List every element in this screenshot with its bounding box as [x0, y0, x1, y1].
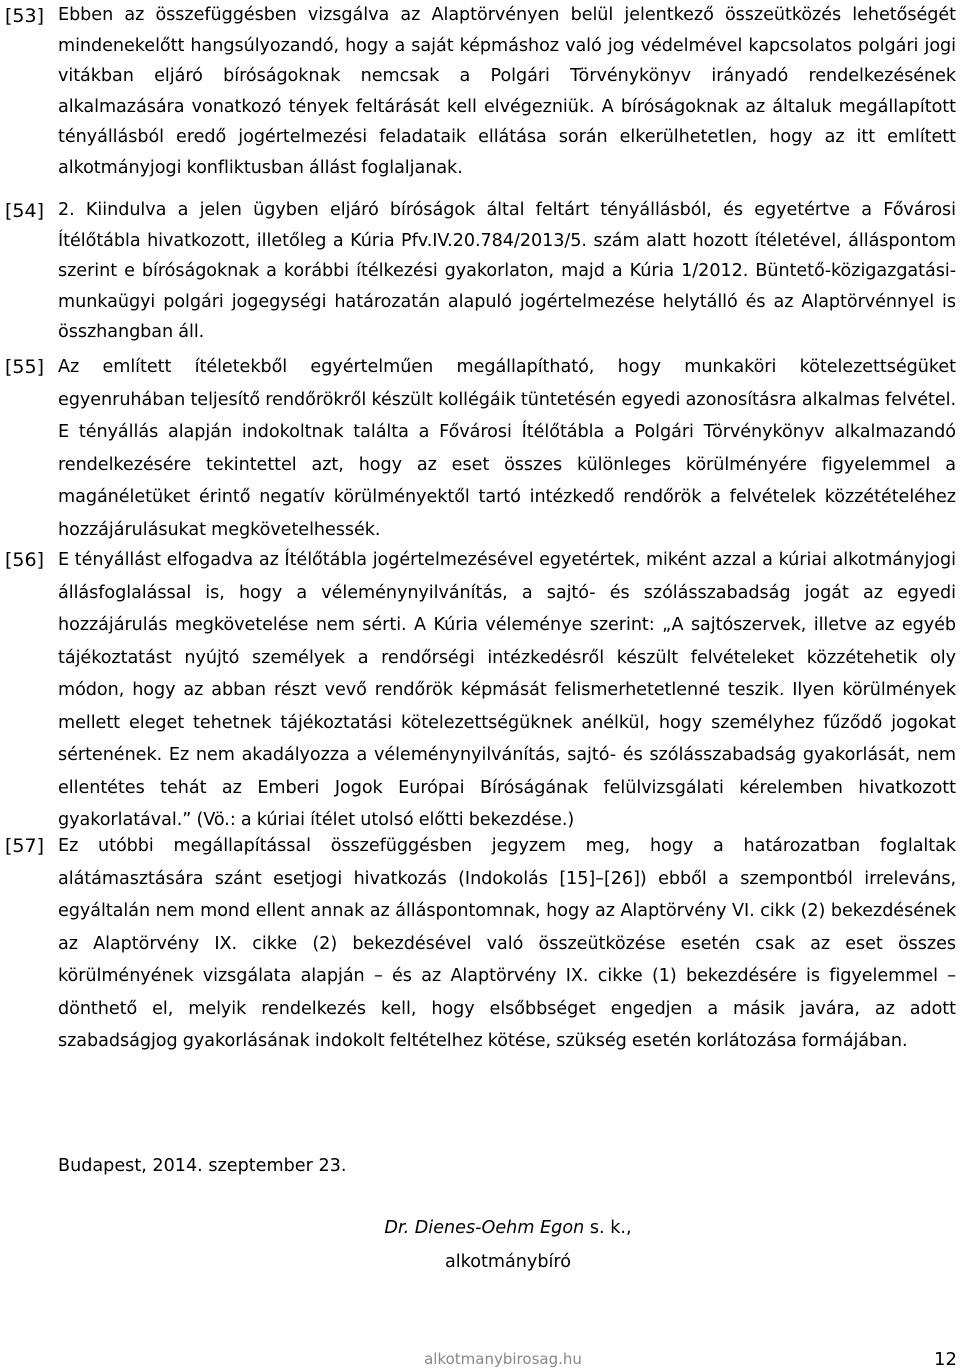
paragraph-number: [56]: [5, 549, 45, 571]
signer-suffix: s. k.,: [584, 1218, 632, 1238]
paragraph-number: [55]: [5, 356, 45, 378]
signer-title: alkotmánybíró: [444, 1252, 572, 1272]
paragraph-text: E tényállást elfogadva az Ítélőtábla jogértelmezésével egyetértek, miként azzal a kúriai alkotmányjogi állásfoglalással is, hogy a véleménynyilvánítás, a sajtó- és szólásszabadság jogát az egyedi hozzájárulás megkövetelése nem sérti. A Kúria véleménye szerint: „A sajtószervek, illetve az egyéb tájékoztatást nyújtó személyek a rendőrségi intézkedésről készült felvételeket közzétehetik oly módon, hogy az abban részt vevő rendőrök képmását felismerhetetlenné teszik. Ilyen körülmények mellett eleget tehetnek tájékoztatási kötelezettségüknek anélkül, hogy személyhez fűződő jogokat sértenének. Ez nem akadályozza a véleménynyilvánítás, sajtó- és szólásszabadság gyakorlását, nem ellentétes tehát az Emberi Jogok Európai Bíróságának felülvizsgálati kérelemben hivatkozott gyakorlatával.” (Vö.: a kúriai ítélet utolsó előtti bekezdése.): [58, 550, 956, 830]
page-number: 12: [934, 1349, 957, 1370]
footer-website: alkotmanybirosag.hu: [424, 1350, 582, 1368]
paragraph-number: [54]: [5, 200, 45, 222]
signer-name: Dr. Dienes-Oehm Egon: [384, 1218, 585, 1238]
paragraph-text: 2. Kiindulva a jelen ügyben eljáró bíróságok által feltárt tényállásból, és egyetértve a Fővárosi Ítélőtábla hivatkozott, illetőleg a Kúria Pfv.IV.20.784/2013/5. szám alatt hozott ítéletével, álláspontom szerint e bíróságoknak a korábbi ítélkezési gyakorlaton, majd a Kúria 1/2012. Büntető-közigazgatási-munkaügyi polgári jogegységi határozatán alapuló jogértelmezése helytálló és az Alaptörvénnyel is összhangban áll.: [58, 200, 956, 343]
place-and-date: Budapest, 2014. szeptember 23.: [58, 1156, 347, 1176]
paragraph-text: Ez utóbbi megállapítással összefüggésben jegyzem meg, hogy a határozatban foglaltak alátámasztására szánt esetjogi hivatkozás (Indokolás [15]–[26]) ebből a szempontból irreleváns, egyáltalán nem mond ellent annak az álláspontomnak, hogy az Alaptörvény VI. cikk (2) bekezdésének az Alaptörvény IX. cikke (2) bekezdésével való összeütközése esetén csak az eset összes körülményének vizsgálata alapján – és az Alaptörvény IX. cikke (1) bekezdésére is figyelemmel – dönthető el, melyik rendelkezés kell, hogy elsőbbséget engedjen a másik javára, az adott szabadságjog gyakorlásának indokolt feltételhez kötése, szükség esetén korlátozása formájában.: [58, 836, 956, 1051]
paragraph-number: [57]: [5, 835, 45, 857]
paragraph-text: Az említett ítéletekből egyértelműen megállapítható, hogy munkaköri kötelezettségüket egyenruhában teljesítő rendőrökről készült kollégáik tüntetésén egyedi azonosításra alkalmas felvétel. E tényállás alapján indokoltnak találta a Fővárosi Ítélőtábla a Polgári Törvénykönyv alkalmazandó rendelkezésére tekintettel azt, hogy az eset összes különleges körülményére figyelemmel a magánéletüket érintő negatív körülményektől tartó intézkedő rendőrök a felvételek közzétételéhez hozzájárulásukat megkövetelhessék.: [58, 357, 956, 540]
signature-line: [0, 1213, 960, 1243]
paragraph-text: Ebben az összefüggésben vizsgálva az Alaptörvényen belül jelentkező összeütközés lehetőségét mindenekelőtt hangsúlyozandó, hogy a saját képmáshoz való jog védelmével kapcsolatos polgári jogi vitákban eljáró bíróságoknak nemcsak a Polgári Törvénykönyv irányadó rendelkezésének alkalmazására vonatkozó tények feltárását kell elvégezniük. A bíróságoknak az általuk megállapított tényállásból eredő jogértelmezési feladataik ellátása során elkerülhetetlen, hogy az itt említett alkotmányjogi konfliktusban állást foglaljanak.: [58, 5, 956, 178]
paragraph-number: [53]: [5, 5, 45, 27]
